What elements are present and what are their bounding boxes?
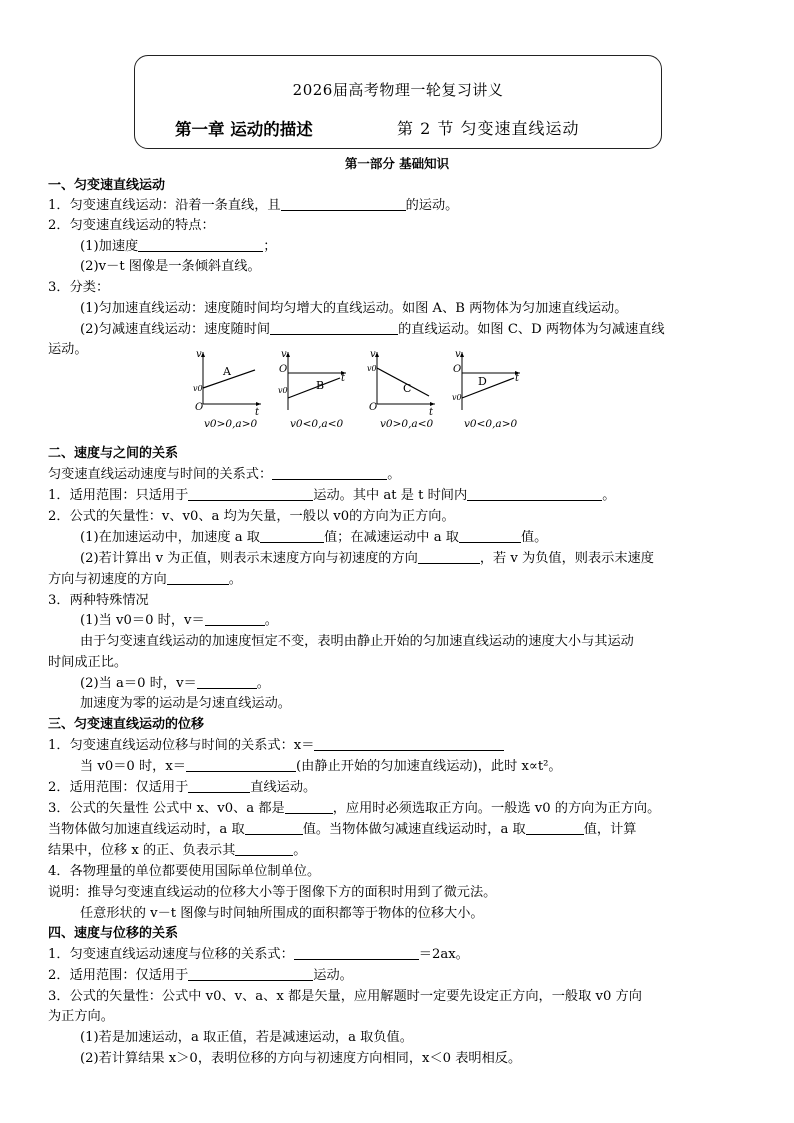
s1-line-8: 运动。	[48, 342, 88, 357]
s2-line-1: 匀变速直线运动速度与时间的关系式： 。	[48, 467, 401, 482]
s4-line-6: (2)若计算结果 x＞0，表明位移的方向与初速度方向相同，x＜0 表明相反。	[80, 1051, 522, 1066]
s3-line-8: 说明：推导匀变速直线运动的位移大小等于图像下方的面积时用到了微元法。	[48, 885, 497, 900]
s3-line-7: 4．各物理量的单位都要使用国际单位制单位。	[48, 864, 321, 879]
svg-text:O: O	[279, 364, 288, 375]
fill-blank	[260, 529, 324, 543]
s3-line-9: 任意形状的 v－t 图像与时间轴所围成的面积都等于物体的位移大小。	[80, 906, 484, 921]
s2-line-2: 1．适用范围：只适用于 运动。其中 at 是 t 时间内 。	[48, 488, 616, 503]
s3-line-1: 1．匀变速直线运动位移与时间的关系式：x＝	[48, 737, 758, 755]
fill-blank	[188, 779, 250, 793]
fill-blank	[167, 571, 229, 585]
fill-blank	[459, 529, 521, 543]
s1-line-3: (1)加速度 ；	[80, 239, 277, 254]
svg-text:v: v	[370, 349, 376, 360]
fill-blank	[281, 197, 406, 211]
s4-line-2: 2．适用范围：仅适用于 运动。	[48, 968, 353, 983]
doc-title: 2026届高考物理一轮复习讲义	[292, 81, 504, 99]
s3-heading: 三、匀变速直线运动的位移	[48, 717, 205, 732]
graph-d	[452, 348, 524, 418]
s1-line-5: 3．分类：	[48, 280, 110, 295]
s2-heading: 二、速度与之间的关系	[48, 446, 179, 461]
graph-caption-c: v0>0,a<0	[380, 418, 434, 430]
s4-line-5: (1)若是加速运动，a 取正值，若是减速运动，a 取负值。	[80, 1030, 413, 1045]
fill-blank	[138, 238, 263, 252]
fill-blank	[314, 737, 504, 751]
s3-line-4: 3．公式的矢量性 公式中 x、v0、a 都是 ，应用时必须选取正方向。一般选 v0 的方向为正方向。	[48, 801, 661, 816]
fill-blank	[526, 821, 584, 835]
s2-line-10: 时间成正比。	[48, 655, 128, 670]
svg-text:t: t	[515, 373, 520, 384]
graph-a	[193, 348, 265, 418]
graph-label-b: B	[316, 379, 325, 392]
svg-text:v: v	[196, 349, 202, 360]
s1-line-2: 2．匀变速直线运动的特点：	[48, 218, 215, 233]
fill-blank	[467, 487, 602, 501]
s1-line-1: 1．匀变速直线运动：沿着一条直线，且 的运动。	[48, 198, 459, 213]
graph-b	[278, 348, 350, 418]
fill-blank	[186, 758, 296, 772]
svg-text:O: O	[195, 402, 204, 413]
fill-blank	[197, 675, 257, 689]
s4-line-3: 3．公式的矢量性：公式中 v0、v、a、x 都是矢量，应用解题时一定要先设定正方向，一般取 v0 方向	[48, 989, 642, 1004]
svg-text:v: v	[455, 349, 461, 360]
graph-label-a: A	[223, 365, 231, 378]
graph-c	[367, 348, 439, 418]
s2-line-11: (2)当 a＝0 时，v＝ 。	[80, 676, 270, 691]
svg-text:t: t	[341, 373, 346, 384]
svg-text:v0: v0	[367, 364, 377, 373]
graph-caption-b: v0<0,a<0	[290, 418, 344, 430]
svg-text:t: t	[255, 407, 260, 418]
s1-line-4: (2)v－t 图像是一条倾斜直线。	[80, 259, 261, 274]
s2-line-4: (1)在加速运动中，加速度 a 取 值；在减速运动中 a 取 值。	[80, 530, 548, 545]
fill-blank	[245, 821, 303, 835]
header-box	[134, 55, 662, 149]
s3-line-3: 2．适用范围：仅适用于 直线运动。	[48, 780, 317, 795]
fill-blank	[294, 946, 419, 960]
svg-text:v: v	[281, 349, 287, 360]
s4-line-1: 1．匀变速直线运动速度与位移的关系式： ＝2ax。	[48, 947, 469, 962]
s1-line-6: (1)匀加速直线运动：速度随时间均匀增大的直线运动。如图 A、B 两物体为匀加速直线运动。	[80, 301, 628, 316]
graph-label-d: D	[478, 375, 487, 388]
part-title: 第一部分 基础知识	[344, 156, 450, 171]
s2-line-3: 2．公式的矢量性：v、v0、a 均为矢量，一般以 v0的方向为正方向。	[48, 509, 455, 524]
s1-line-7: (2)匀减速直线运动：速度随时间 的直线运动。如图 C、D 两物体为匀减速直线	[80, 322, 665, 337]
svg-text:O: O	[453, 364, 462, 375]
svg-text:t: t	[429, 407, 434, 418]
svg-text:v0: v0	[452, 393, 462, 402]
section-title: 第 2 节 匀变速直线运动	[397, 119, 580, 138]
fill-blank	[270, 321, 398, 335]
s2-line-12: 加速度为零的运动是匀速直线运动。	[80, 696, 291, 711]
s1-heading: 一、匀变速直线运动	[48, 178, 166, 193]
chapter-title: 第一章 运动的描述	[175, 120, 313, 139]
s3-line-6: 结果中，位移 x 的正、负表示其 。	[48, 843, 307, 858]
s2-line-9: 由于匀变速直线运动的加速度恒定不变，表明由静止开始的匀加速直线运动的速度大小与其运动	[80, 634, 634, 649]
s2-line-7: 3．两种特殊情况	[48, 593, 149, 608]
s3-line-2: 当 v0＝0 时，x＝ (由静止开始的匀加速直线运动)，此时 x∝t²。	[80, 759, 562, 774]
s3-line-5: 当物体做匀加速直线运动时，a 取 值。当物体做匀减速直线运动时，a 取 值，计算	[48, 822, 637, 837]
graph-caption-a: v0>0,a>0	[204, 418, 258, 430]
graph-label-c: C	[403, 382, 412, 395]
fill-blank	[205, 612, 265, 626]
svg-text:v0: v0	[278, 386, 288, 395]
fill-blank	[418, 550, 480, 564]
fill-blank	[188, 487, 313, 501]
svg-text:v0: v0	[193, 384, 203, 393]
fill-blank	[272, 466, 387, 480]
fill-blank	[285, 800, 333, 814]
fill-blank	[188, 967, 313, 981]
s4-heading: 四、速度与位移的关系	[48, 926, 179, 941]
s4-line-4: 为正方向。	[48, 1009, 114, 1024]
s2-line-8: (1)当 v0＝0 时，v＝ 。	[80, 613, 278, 628]
s2-line-6: 方向与初速度的方向 。	[48, 572, 242, 587]
fill-blank	[235, 842, 293, 856]
graph-caption-d: v0<0,a>0	[464, 418, 518, 430]
s2-line-5: (2)若计算出 v 为正值，则表示末速度方向与初速度的方向 ，若 v 为负值，则表示末速度	[80, 551, 654, 566]
svg-text:O: O	[369, 402, 378, 413]
